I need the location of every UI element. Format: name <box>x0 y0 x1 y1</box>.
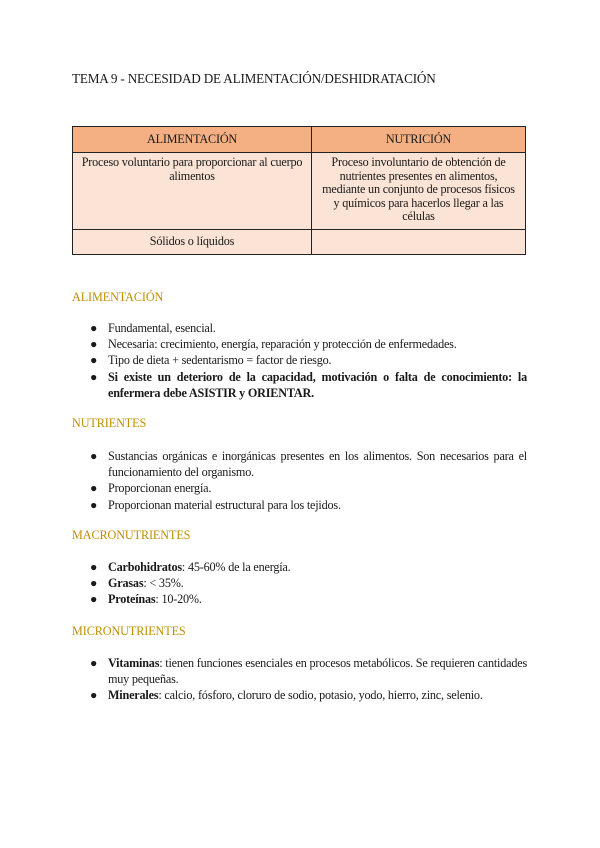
bullet-icon: ● <box>90 481 98 496</box>
bullet-icon: ● <box>90 369 98 384</box>
list-item: ● Minerales: calcio, fósforo, cloruro de sodio, potasio, yodo, hierro, zinc, selenio. <box>90 688 483 703</box>
table-cell: Proceso voluntario para proporcionar al cuerpo alimentos <box>73 153 312 230</box>
alimentacion-list <box>72 320 527 401</box>
comparison-table <box>72 126 526 255</box>
table-header-alimentacion: ALIMENTACIÓN <box>73 127 312 153</box>
bullet-icon: ● <box>90 321 98 335</box>
list-item: ● Fundamental, esencial. <box>90 321 216 335</box>
table-cell: Sólidos o líquidos <box>73 230 312 255</box>
macronutrientes-list <box>72 559 527 608</box>
list-item: ● Sustancias orgánicas e inorgánicas presentes en los alimentos. Son necesarios para el funcionamiento del organismo. <box>90 449 527 480</box>
list-item: ● Grasas: < 35%. <box>90 576 184 591</box>
bullet-icon: ● <box>90 337 98 352</box>
bullet-icon: ● <box>90 497 98 512</box>
list-item: ● Proporcionan energía. <box>90 481 212 496</box>
bullet-icon: ● <box>90 353 98 368</box>
bullet-icon: ● <box>90 560 98 574</box>
bullet-icon: ● <box>90 449 98 463</box>
list-item: ● Necesaria: crecimiento, energía, reparación y protección de enfermedades. <box>90 337 457 352</box>
list-item: ● Carbohidratos: 45-60% de la energía. <box>90 560 291 574</box>
table-row <box>73 153 526 230</box>
list-item: ● Tipo de dieta + sedentarismo = factor de riesgo. <box>90 353 332 368</box>
table-row <box>73 230 526 255</box>
list-item: ● Proporcionan material estructural para los tejidos. <box>90 497 341 512</box>
bullet-icon: ● <box>90 592 98 607</box>
table-cell <box>312 230 526 255</box>
section-heading-alimentacion: ALIMENTACIÓN <box>72 290 164 304</box>
nutrientes-list <box>72 448 527 513</box>
list-item: ● Vitaminas: tienen funciones esenciales en procesos metabólicos. Se requieren cantidades muy pequeñas. <box>90 656 527 687</box>
section-heading-macronutrientes: MACRONUTRIENTES <box>72 528 191 542</box>
section-heading-nutrientes: NUTRIENTES <box>72 416 147 430</box>
table-header-nutricion: NUTRICIÓN <box>312 127 526 153</box>
section-heading-micronutrientes: MICRONUTRIENTES <box>72 624 186 638</box>
bullet-icon: ● <box>90 688 98 703</box>
table-cell: Proceso involuntario de obtención de nutrientes presentes en alimentos, mediante un conjunto de procesos físicos y químicos para hacerlos llegar a las células <box>312 153 526 230</box>
table-header-row <box>73 127 526 153</box>
bullet-icon: ● <box>90 656 98 670</box>
document-title: TEMA 9 - NECESIDAD DE ALIMENTACIÓN/DESHIDRATACIÓN <box>72 71 436 86</box>
bullet-icon: ● <box>90 576 98 591</box>
list-item: ● Si existe un deterioro de la capacidad, motivación o falta de conocimiento: la enfermera debe ASISTIR y ORIENTAR. <box>90 369 527 400</box>
list-item: ● Proteínas: 10-20%. <box>90 592 202 607</box>
micronutrientes-list <box>72 655 527 704</box>
